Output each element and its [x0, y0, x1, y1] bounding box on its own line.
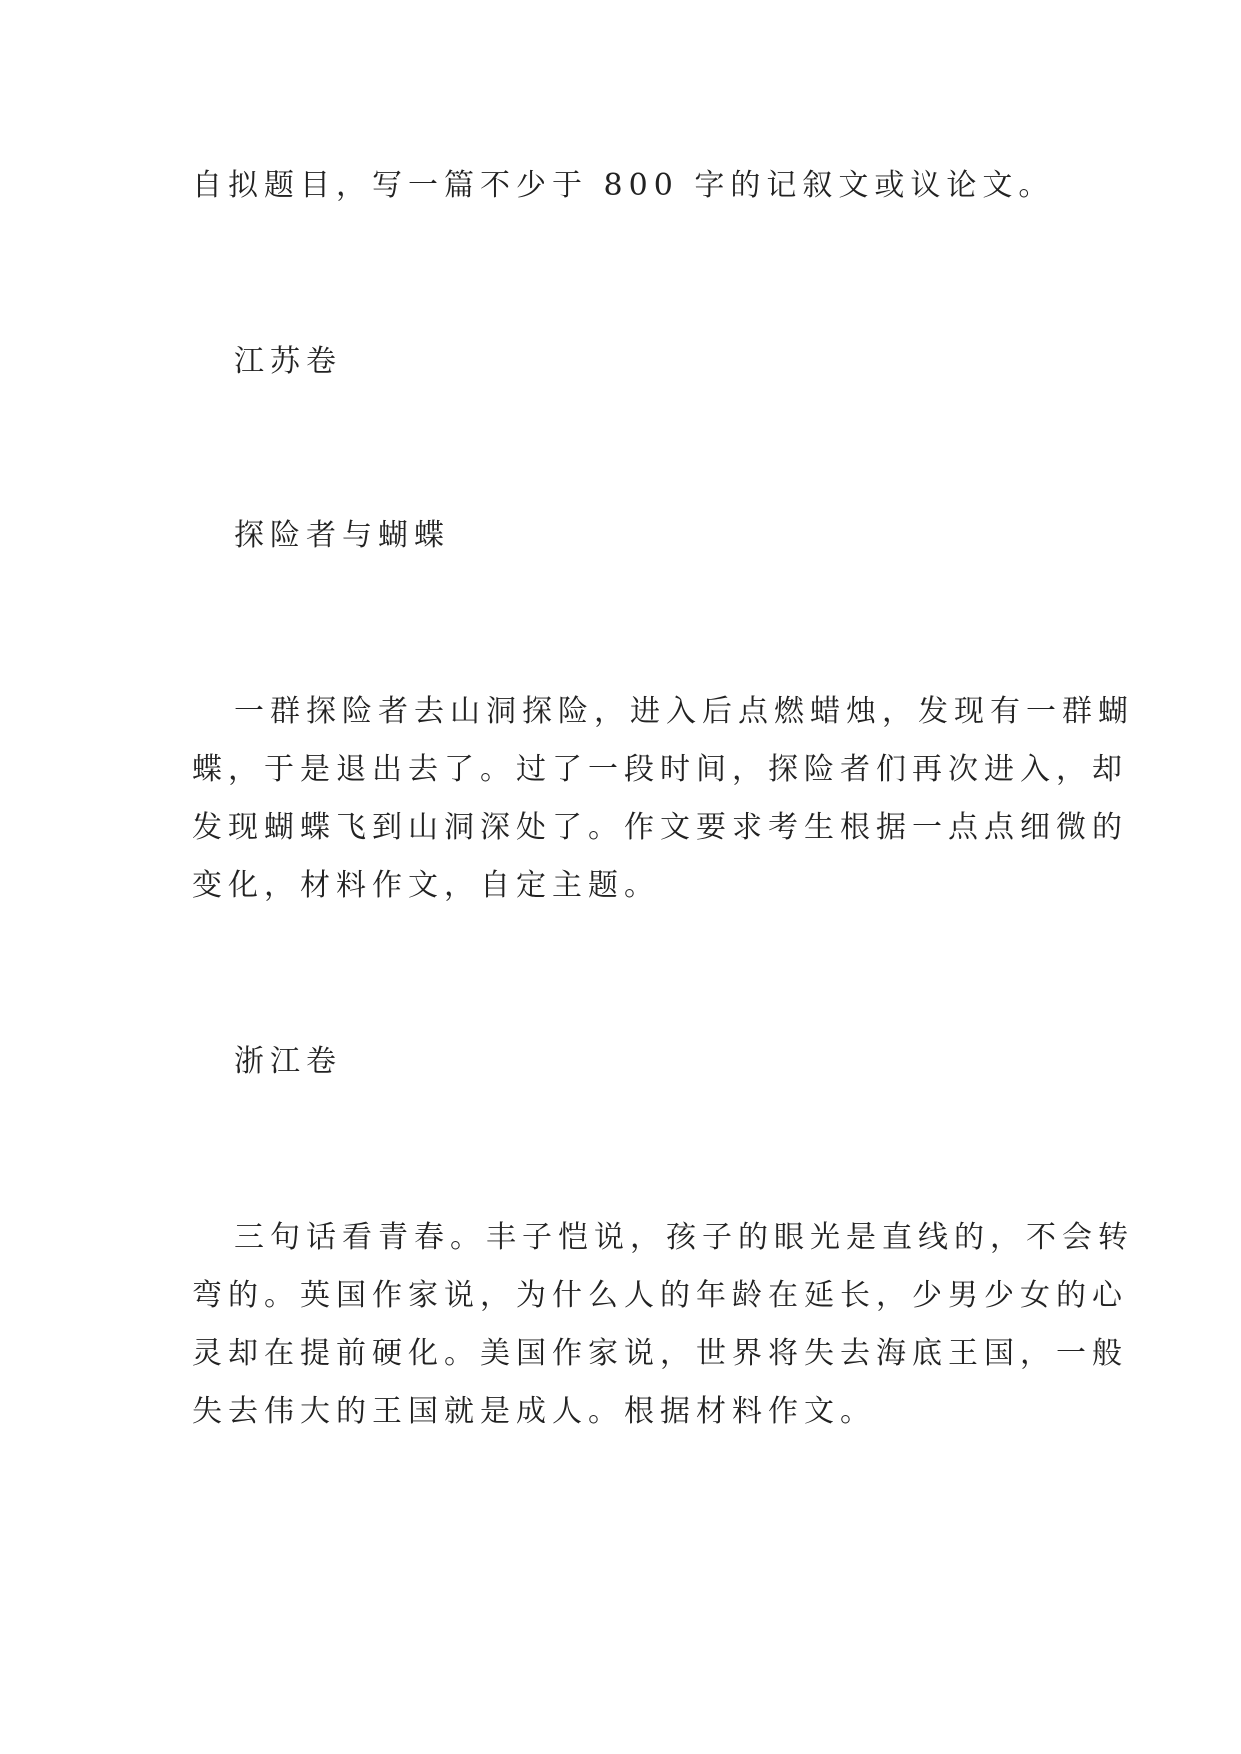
- paragraph-line: 发现蝴蝶飞到山洞深处了。作文要求考生根据一点点细微的: [192, 810, 1128, 845]
- paragraph-line: 蝶，于是退出去了。过了一段时间，探险者们再次进入，却: [192, 752, 1128, 787]
- section-heading-jiangsu: 江苏卷: [234, 344, 342, 379]
- intro-line: 自拟题目，写一篇不少于 800 字的记叙文或议论文。: [192, 168, 1055, 203]
- paragraph-line: 灵却在提前硬化。美国作家说，世界将失去海底王国，一般: [192, 1336, 1128, 1371]
- paragraph-line: 弯的。英国作家说，为什么人的年龄在延长，少男少女的心: [192, 1278, 1128, 1313]
- paragraph-line: 失去伟大的王国就是成人。根据材料作文。: [192, 1394, 876, 1429]
- paragraph-line: 变化，材料作文，自定主题。: [192, 868, 660, 903]
- paragraph-line: 三句话看青春。丰子恺说，孩子的眼光是直线的，不会转: [234, 1220, 1134, 1255]
- essay-title: 探险者与蝴蝶: [234, 518, 450, 553]
- paragraph-line: 一群探险者去山洞探险，进入后点燃蜡烛，发现有一群蝴: [234, 694, 1134, 729]
- section-heading-zhejiang: 浙江卷: [234, 1044, 342, 1079]
